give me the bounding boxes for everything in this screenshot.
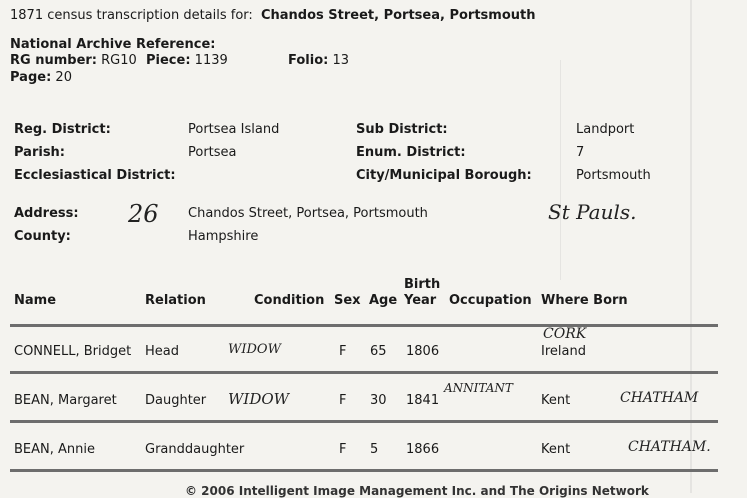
cell-birth-year: 1866 (406, 442, 440, 457)
cell-where-born: Ireland (541, 344, 586, 359)
cell-born-note-handwritten: CORK (543, 326, 587, 342)
table-header-rule (10, 324, 718, 327)
cell-relation: Daughter (145, 393, 207, 408)
folio-label: Folio: (288, 53, 329, 68)
scan-shadow-mid (560, 60, 561, 280)
cell-relation: Granddaughter (145, 442, 245, 457)
cell-condition-handwritten: WIDOW (228, 390, 290, 408)
reference-page (10, 70, 72, 85)
cell-side-note-handwritten: CHATHAM (620, 390, 699, 406)
cell-age: 30 (370, 393, 387, 408)
cell-sex: F (339, 344, 347, 359)
col-header-birth-top: Birth (404, 277, 441, 292)
parish-value: Portsea (188, 145, 237, 160)
piece-label: Piece: (146, 53, 191, 68)
row-rule (10, 420, 718, 423)
page-title (10, 8, 535, 23)
cell-sex: F (339, 393, 347, 408)
col-header-age: Age (369, 293, 398, 308)
piece-value: 1139 (194, 53, 228, 68)
city-borough-value: Portsmouth (576, 168, 651, 183)
cell-condition-handwritten: WIDOW (228, 342, 281, 357)
col-header-condition: Condition (254, 293, 325, 308)
cell-name: CONNELL, Bridget (14, 344, 132, 359)
cell-sex: F (339, 442, 347, 457)
reg-district-label: Reg. District: (14, 122, 111, 137)
reference-title: National Archive Reference: (10, 37, 216, 52)
enum-district-label: Enum. District: (356, 145, 466, 160)
col-header-where-born: Where Born (541, 293, 628, 308)
cell-birth-year: 1806 (406, 344, 440, 359)
eccl-district-label: Ecclesiastical District: (14, 168, 176, 183)
copyright-footer: © 2006 Intelligent Image Management Inc. and The Origins Network (185, 484, 649, 498)
row-rule (10, 371, 718, 374)
page-value: 20 (55, 70, 72, 85)
col-header-name: Name (14, 293, 57, 308)
handwritten-house-number: 26 (128, 200, 159, 228)
reference-folio (288, 53, 349, 68)
handwritten-parish-note: St Pauls. (548, 200, 637, 224)
title-prefix: 1871 census transcription details for: (10, 8, 253, 23)
sub-district-label: Sub District: (356, 122, 448, 137)
title-place: Chandos Street, Portsea, Portsmouth (260, 8, 536, 23)
parish-label: Parish: (14, 145, 66, 160)
reference-rg (10, 53, 137, 68)
rg-label: RG number: (10, 53, 97, 68)
col-header-occupation: Occupation (449, 293, 532, 308)
cell-where-born: Kent (541, 442, 571, 457)
rg-value: RG10 (101, 53, 137, 68)
enum-district-value: 7 (576, 145, 585, 160)
cell-age: 65 (370, 344, 387, 359)
cell-birth-year: 1841 (406, 393, 440, 408)
reg-district-value: Portsea Island (188, 122, 280, 137)
reference-piece (146, 53, 228, 68)
cell-side-note-handwritten: CHATHAM. (628, 439, 711, 455)
address-value: Chandos Street, Portsea, Portsmouth (188, 206, 428, 221)
col-header-birth-bottom: Year (404, 293, 437, 308)
col-header-relation: Relation (145, 293, 206, 308)
table-bottom-rule (10, 469, 718, 472)
address-label: Address: (14, 206, 79, 221)
cell-age: 5 (370, 442, 379, 457)
cell-occupation-handwritten: ANNITANT (444, 381, 513, 395)
page-label: Page: (10, 70, 52, 85)
col-header-sex: Sex (334, 293, 361, 308)
cell-name: BEAN, Margaret (14, 393, 117, 408)
county-value: Hampshire (188, 229, 259, 244)
cell-where-born: Kent (541, 393, 571, 408)
cell-name: BEAN, Annie (14, 442, 95, 457)
cell-relation: Head (145, 344, 179, 359)
sub-district-value: Landport (576, 122, 635, 137)
county-label: County: (14, 229, 71, 244)
folio-value: 13 (332, 53, 350, 68)
city-borough-label: City/Municipal Borough: (356, 168, 532, 183)
